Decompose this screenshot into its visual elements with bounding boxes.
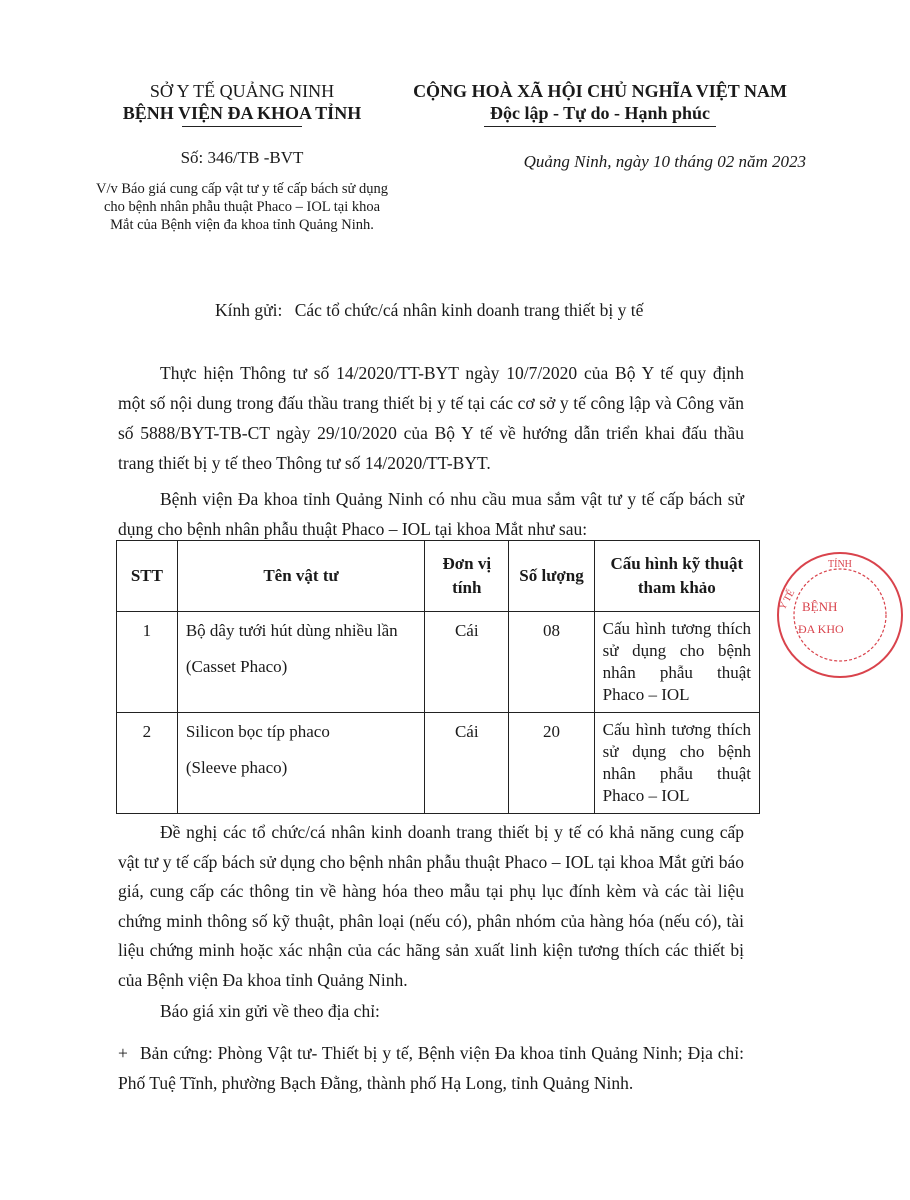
table-row	[117, 612, 760, 713]
address-text: Bản cứng: Phòng Vật tư- Thiết bị y tế, Bệnh viện Đa khoa tỉnh Quảng Ninh; Địa chỉ: Phố Tuệ Tĩnh, phường Bạch Đằng, thành phố Hạ Long, tỉnh Quảng Ninh.	[118, 1043, 744, 1093]
salutation-recipient: Các tổ chức/cá nhân kinh doanh trang thiết bị y tế	[294, 300, 644, 320]
table-header-row	[117, 541, 760, 612]
document-date: Quảng Ninh, ngày 10 tháng 02 năm 2023	[523, 152, 806, 171]
salutation-label: Kính gửi:	[215, 300, 283, 320]
col-header-name: Tên vật tư	[177, 541, 424, 612]
cell-qty: 08	[509, 612, 594, 713]
red-seal-stamp	[770, 545, 910, 685]
stamp-text-left: Y TẾ	[777, 587, 798, 612]
national-header	[380, 80, 820, 127]
item-alias: (Casset Phaco)	[185, 657, 288, 676]
item-name: Silicon bọc típ phaco	[185, 722, 330, 741]
stamp-inner-ring	[794, 569, 886, 661]
paragraph-address	[118, 1038, 744, 1098]
motto-underline	[484, 126, 716, 127]
paragraph-request: Đề nghị các tổ chức/cá nhân kinh doanh trang thiết bị y tế có khả năng cung cấp vật tư y tế cấp bách sử dụng cho bệnh nhân phẫu thuật Phaco – IOL tại khoa Mắt gửi báo giá, cung cấp các thông tin về hàng hóa theo mẫu tại phụ lục đính kèm và các tài liệu chứng minh thông số kỹ thuật, phân loại (nếu có), phân nhóm của hàng hóa (nếu có), tài liệu chứng minh hoặc xác nhận của các hãng sản xuất linh kiện tương thích các thiết bị của Bệnh viện Đa khoa tỉnh Quảng Ninh.	[118, 822, 744, 990]
stamp-text-top: TỈNH	[828, 559, 852, 570]
paragraph-need: Bệnh viện Đa khoa tỉnh Quảng Ninh có nhu cầu mua sắm vật tư y tế cấp bách sử dụng cho bệnh nhân phẫu thuật Phaco – IOL tại khoa Mắt như sau:	[118, 489, 744, 539]
salutation	[215, 300, 643, 321]
cell-name	[177, 612, 424, 713]
cell-unit: Cái	[425, 612, 509, 713]
cell-unit: Cái	[425, 713, 509, 814]
paragraph-legal-basis: Thực hiện Thông tư số 14/2020/TT-BYT ngày 10/7/2020 của Bộ Y tế quy định một số nội dung trong đấu thầu trang thiết bị y tế tại các cơ sở y tế công lập và Công văn số 5888/BYT-TB-CT ngày 29/10/2020 của Bộ Y tế về hướng dẫn triển khai đấu thầu trang thiết bị y tế theo Thông tư số 14/2020/TT-BYT.	[118, 363, 744, 473]
stamp-text-mid2: ĐA KHO	[798, 622, 844, 636]
col-header-config: Cấu hình kỹ thuật tham khảo	[594, 541, 759, 612]
item-alias: (Sleeve phaco)	[185, 758, 288, 777]
supply-table	[116, 540, 760, 814]
paragraph-address-intro: Báo giá xin gửi về theo địa chỉ:	[160, 1001, 380, 1021]
document-subject: V/v Báo giá cung cấp vật tư y tế cấp bách sử dụng cho bệnh nhân phẫu thuật Phaco – IOL tại khoa Mắt của Bệnh viện đa khoa tỉnh Quảng Ninh.	[96, 181, 388, 233]
cell-qty: 20	[509, 713, 594, 814]
cell-name	[177, 713, 424, 814]
issuer-hospital: BỆNH VIỆN ĐA KHOA TỈNH	[122, 103, 362, 123]
issuer-department: SỞ Y TẾ QUẢNG NINH	[149, 81, 335, 101]
item-name: Bộ dây tưới hút dùng nhiều lần	[185, 621, 398, 640]
national-motto: Độc lập - Tự do - Hạnh phúc	[489, 103, 711, 123]
stamp-text-mid1: BỆNH	[802, 599, 838, 614]
bullet-plus: +	[118, 1043, 128, 1063]
issuer-header	[82, 80, 402, 127]
document-number: Số: 346/TB -BVT	[180, 148, 304, 167]
cell-stt: 1	[117, 612, 178, 713]
stamp-outer-ring	[778, 553, 902, 677]
cell-config: Cấu hình tương thích sử dụng cho bệnh nhân phẫu thuật Phaco – IOL	[594, 713, 759, 814]
cell-stt: 2	[117, 713, 178, 814]
issuer-underline	[182, 126, 302, 127]
cell-config: Cấu hình tương thích sử dụng cho bệnh nhân phẫu thuật Phaco – IOL	[594, 612, 759, 713]
col-header-unit: Đơn vị tính	[425, 541, 509, 612]
national-title: CỘNG HOÀ XÃ HỘI CHỦ NGHĨA VIỆT NAM	[413, 81, 787, 101]
table-row	[117, 713, 760, 814]
col-header-qty: Số lượng	[509, 541, 594, 612]
col-header-stt: STT	[117, 541, 178, 612]
